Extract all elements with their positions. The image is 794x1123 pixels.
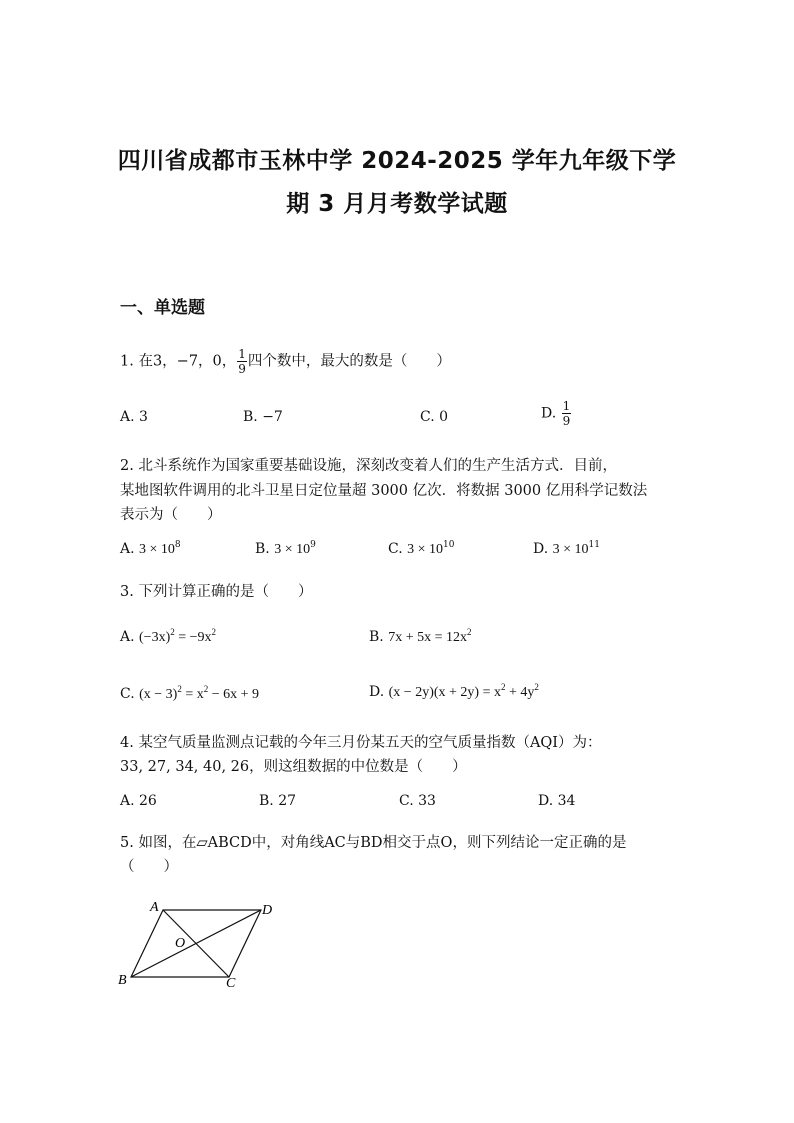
q3-b-exp: 2 xyxy=(467,627,472,637)
question-2-line-2: 某地图软件调用的北斗卫星日定位量超 3000 亿次．将数据 3000 亿用科学记数法 xyxy=(120,483,648,499)
q3-option-d xyxy=(369,682,539,701)
q2-d-base: 3 × 10 xyxy=(552,542,589,557)
q2-option-d xyxy=(533,540,600,558)
q2-c-base: 3 × 10 xyxy=(407,542,444,557)
q3-a-expr xyxy=(139,627,217,645)
question-1-stem xyxy=(120,348,451,375)
point-d-label: D xyxy=(262,903,273,918)
q3-c-expr-b: = x xyxy=(181,687,204,702)
point-a-label: A xyxy=(150,900,159,915)
q1-option-b: B. −7 xyxy=(243,409,283,425)
q3-c-label: C. xyxy=(120,686,135,702)
section-heading: 一、单选题 xyxy=(120,298,205,318)
q3-d-label: D. xyxy=(369,684,385,700)
q3-c-exp2: 2 xyxy=(203,684,209,694)
q1-d-num: 1 xyxy=(562,399,571,413)
q4-option-a: A. 26 xyxy=(120,793,157,809)
q1-fraction xyxy=(237,348,247,375)
question-5-line-1: 5. 如图，在▱ABCD中，对角线AC与BD相交于点O，则下列结论一定正确的是 xyxy=(120,835,627,851)
q3-c-expr-a: (x − 3) xyxy=(139,687,178,702)
q4-option-d: D. 34 xyxy=(538,793,576,809)
q3-c-expr xyxy=(139,684,260,702)
q3-a-exp: 2 xyxy=(170,627,175,637)
q3-c-exp: 2 xyxy=(177,684,182,694)
q3-d-exp2: 2 xyxy=(534,682,539,692)
q3-d-expr xyxy=(388,682,539,700)
q3-a-expr-a: (−3x) xyxy=(139,630,171,645)
q2-option-b xyxy=(255,540,316,558)
q2-b-base: 3 × 10 xyxy=(274,542,311,557)
q1-option-d-fraction xyxy=(562,400,572,427)
q3-b-expr xyxy=(388,627,472,645)
q1-option-c: C. 0 xyxy=(420,409,449,425)
exam-title-line-1: 四川省成都市玉林中学 2024-2025 学年九年级下学 xyxy=(117,148,677,174)
q1-frac-den: 9 xyxy=(238,362,246,376)
q3-option-c xyxy=(120,684,259,703)
question-4-line-2: 33, 27, 34, 40, 26，则这组数据的中位数是（ ） xyxy=(120,759,467,775)
q3-b-label: B. xyxy=(369,629,384,645)
point-b-label: B xyxy=(118,973,127,988)
q2-option-c xyxy=(388,540,454,558)
q2-d-exp: 11 xyxy=(588,540,600,550)
q3-d-expr-b: + 4y xyxy=(505,685,535,700)
q2-a-exp: 8 xyxy=(174,540,181,550)
q2-c-label: C. xyxy=(388,541,403,557)
q3-a-expr-b: = −9x xyxy=(174,630,212,645)
question-3-stem: 3. 下列计算正确的是（ ） xyxy=(120,584,313,600)
q2-d-label: D. xyxy=(533,541,549,557)
q1-stem-a: 1. 在3，−7，0， xyxy=(120,353,237,370)
q3-option-b xyxy=(369,627,472,646)
question-5-line-2: （ ） xyxy=(120,859,178,875)
point-o-label: O xyxy=(175,936,186,951)
q1-d-den: 9 xyxy=(562,414,571,428)
q2-a-label: A. xyxy=(120,541,135,557)
question-4-line-1: 4. 某空气质量监测点记载的今年三月份某五天的空气质量指数（AQI）为： xyxy=(120,735,602,751)
parallelogram-figure xyxy=(116,895,286,995)
q1-option-d xyxy=(541,400,572,427)
q2-a-base: 3 × 10 xyxy=(139,542,175,557)
q2-b-label: B. xyxy=(255,541,270,557)
q1-option-d-label: D. xyxy=(541,405,557,422)
q2-c-exp: 10 xyxy=(443,540,455,550)
q2-option-a xyxy=(120,540,181,558)
question-2-line-1: 2. 北斗系统作为国家重要基础设施，深刻改变着人们的生产生活方式．目前， xyxy=(120,458,617,474)
diagonal-bd xyxy=(131,910,261,977)
q3-d-exp: 2 xyxy=(500,682,506,692)
q3-d-expr-a: (x − 2y)(x + 2y) = x xyxy=(388,685,501,700)
q1-frac-num: 1 xyxy=(238,347,246,361)
q1-stem-b: 四个数中，最大的数是（ ） xyxy=(247,353,451,370)
q3-a-exp2: 2 xyxy=(211,627,217,637)
question-2-line-3: 表示为（ ） xyxy=(120,507,222,523)
point-c-label: C xyxy=(226,976,236,991)
q3-a-label: A. xyxy=(120,629,135,645)
exam-title-line-2: 期 3 月月考数学试题 xyxy=(286,191,508,217)
q4-option-b: B. 27 xyxy=(259,793,297,809)
q1-option-a: A. 3 xyxy=(120,409,148,425)
q3-option-a xyxy=(120,627,216,646)
q4-option-c: C. 33 xyxy=(399,793,436,809)
q3-c-expr-c: − 6x + 9 xyxy=(208,687,260,702)
q2-b-exp: 9 xyxy=(310,540,316,550)
q3-b-expr-a: 7x + 5x = 12x xyxy=(388,630,467,645)
